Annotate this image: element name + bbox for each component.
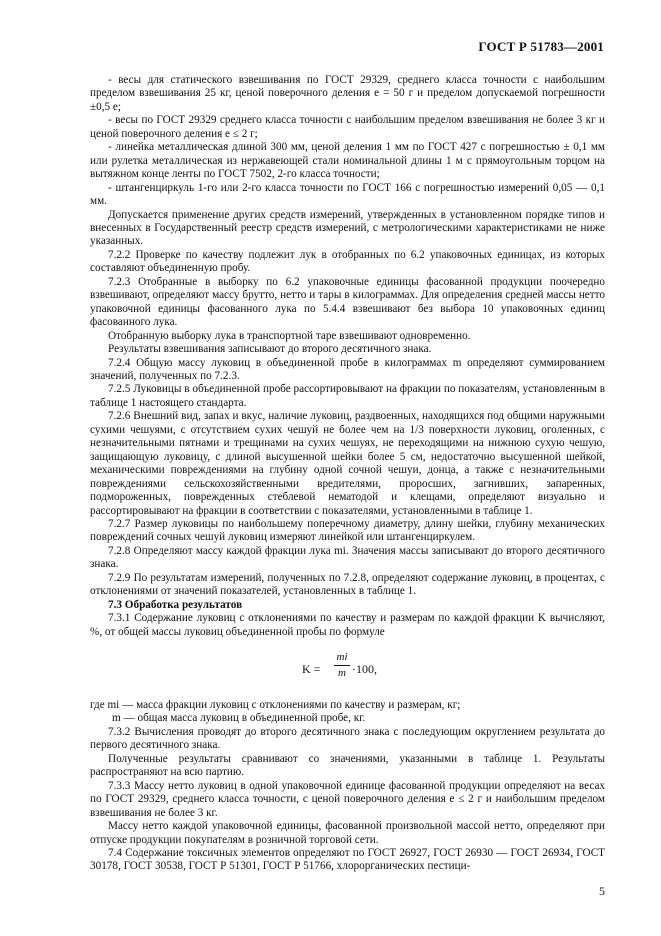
formula-fraction xyxy=(334,651,350,681)
paragraph: 7.2.4 Общую массу луковиц в объединенной пробе в килограммах m определяют суммированием значений, полученных по 7.2.3. xyxy=(90,356,605,382)
paragraph: - линейка металлическая длиной 300 мм, ценой деления 1 мм по ГОСТ 427 с погрешностью ± 0,1 мм или рулетка металлическая из нержавеющей стали номинальной длины 1 м с прямоугольным торцом на вытяжном конце ленты по ГОСТ 7502, 2-го класса точности; xyxy=(90,141,605,181)
paragraph: 7.4 Содержание токсичных элементов определяют по ГОСТ 26927, ГОСТ 26930 — ГОСТ 26934, ГОСТ 30178, ГОСТ 30538, ГОСТ Р 51301, ГОСТ Р 51766, хлорорганических пестици- xyxy=(90,847,605,873)
paragraph: 7.3.3 Массу нетто луковиц в одной упаковочной единице фасованной продукции определяют на весах по ГОСТ 29329, среднего класса точности, с ценой поверочного деления e ≤ 2 г и наибольшим пределом взвешивания не более 3 кг. xyxy=(90,779,605,819)
paragraph: 7.2.8 Определяют массу каждой фракции лука mi. Значения массы записывают до второго десятичного знака. xyxy=(90,544,605,571)
paragraph: 7.3.2 Вычисления проводят до второго десятичного знака с последующим округлением результата до первого десятичного знака. xyxy=(90,725,605,752)
page-body xyxy=(90,74,605,874)
paragraph: Отобранную выборку лука в транспортной таре взвешивают одновременно. xyxy=(108,329,471,342)
page-number: 5 xyxy=(599,884,605,898)
document-header: ГОСТ Р 51783—2001 xyxy=(478,39,604,54)
paragraph: 7.2.6 Внешний вид, запах и вкус, наличие луковиц, раздвоенных, находящихся под общими наружными сухими чешуями, с отсутствием сухих чешуй не более чем на 1/3 поверхности луковиц, оголенных, с незначительными пятнами и трещинами на сухих чешуях, не переходящими на нижнюю сухую чешую, защищающую луковицу, с длиной высушенной шейки более 5 см, недостаточно высушенной шейкой, механическими повреждениями на глубину одной сочной чешуи, донца, а также с незначительными повреждениями сельскохозяйственными вредителями, проросших, загнивших, запаренных, подмороженных, поврежденных стеблевой нематодой и клещами, определяют визуально и рассортировывают на фракции в соответствии с показателями, установленными в таблице 1. xyxy=(90,410,605,517)
paragraph: - весы для статического взвешивания по ГОСТ 29329, среднего класса точности с наибольшим пределом взвешивания 25 кг, ценой поверочного деления e = 50 г и пределом допускаемой погрешности ±0,5 e; xyxy=(90,74,605,113)
formula-legend: m — общая масса луковиц в объединенной пробе, кг. xyxy=(112,712,366,725)
formula-legend: где mi — масса фракции луковиц с отклонениями по качеству и размерам, кг; xyxy=(90,699,461,712)
paragraph: 7.3.1 Содержание луковиц с отклонениями по качеству и размерам по каждой фракции K вычисляют, %, от общей массы луковиц объединенной пробы по формуле xyxy=(90,612,605,638)
paragraph: 7.2.5 Луковицы в объединенной пробе рассортировывают на фракции по показателям, установленным в таблице 1 настоящего стандарта. xyxy=(90,383,605,409)
formula xyxy=(90,649,605,689)
formula-lhs: K = xyxy=(302,662,321,677)
paragraph: Допускается применение других средств измерений, утвержденных в установленном порядке типов и внесенных в Государственный реестр средств измерений, с метрологическими характеристиками не ниже указанных. xyxy=(90,208,605,248)
section-heading: 7.3 Обработка результатов xyxy=(108,598,243,611)
paragraph: 7.2.3 Отобранные в выборку по 6.2 упаковочные единицы фасованной продукции поочередно взвешивают, определяют массу брутто, нетто и тары в килограммах. Для определения средней массы нетто упаковочной единицы фасованного лука по 5.4.4 взвешивают без выбора 10 упаковочных единиц фасованного лука. xyxy=(90,275,605,329)
paragraph: 7.2.7 Размер луковицы по наибольшему поперечному диаметру, длину шейки, глубину механических повреждений сочных чешуй луковиц измеряют линейкой или штангенциркулем. xyxy=(90,517,605,544)
paragraph: - штангенциркуль 1-го или 2-го класса точности по ГОСТ 166 с погрешностью измерений 0,05 — 0,1 мм. xyxy=(90,181,605,208)
paragraph: Массу нетто каждой упаковочной единицы, фасованной произвольной массой нетто, определяют при отпуске продукции покупателям в розничной торговой сети. xyxy=(90,820,605,846)
formula-rhs: ·100, xyxy=(352,662,377,677)
paragraph: Полученные результаты сравнивают со значениями, указанными в таблице 1. Результаты распространяют на всю партию. xyxy=(90,752,605,779)
formula-denominator: m xyxy=(338,667,346,680)
paragraph: Результаты взвешивания записывают до второго десятичного знака. xyxy=(108,343,432,356)
paragraph: 7.2.2 Проверке по качеству подлежит лук в отобранных по 6.2 упаковочных единицах, из которых составляют объединенную пробу. xyxy=(90,248,605,275)
paragraph: - весы по ГОСТ 29329 среднего класса точности с наибольшим пределом взвешивания не более 3 кг и ценой поверочного деления e ≤ 2 г; xyxy=(90,114,605,140)
formula-numerator: mi xyxy=(334,651,350,666)
paragraph: 7.2.9 По результатам измерений, полученных по 7.2.8, определяют содержание луковиц, в процентах, с отклонениями от значений показателей, установленных в таблице 1. xyxy=(90,571,605,598)
